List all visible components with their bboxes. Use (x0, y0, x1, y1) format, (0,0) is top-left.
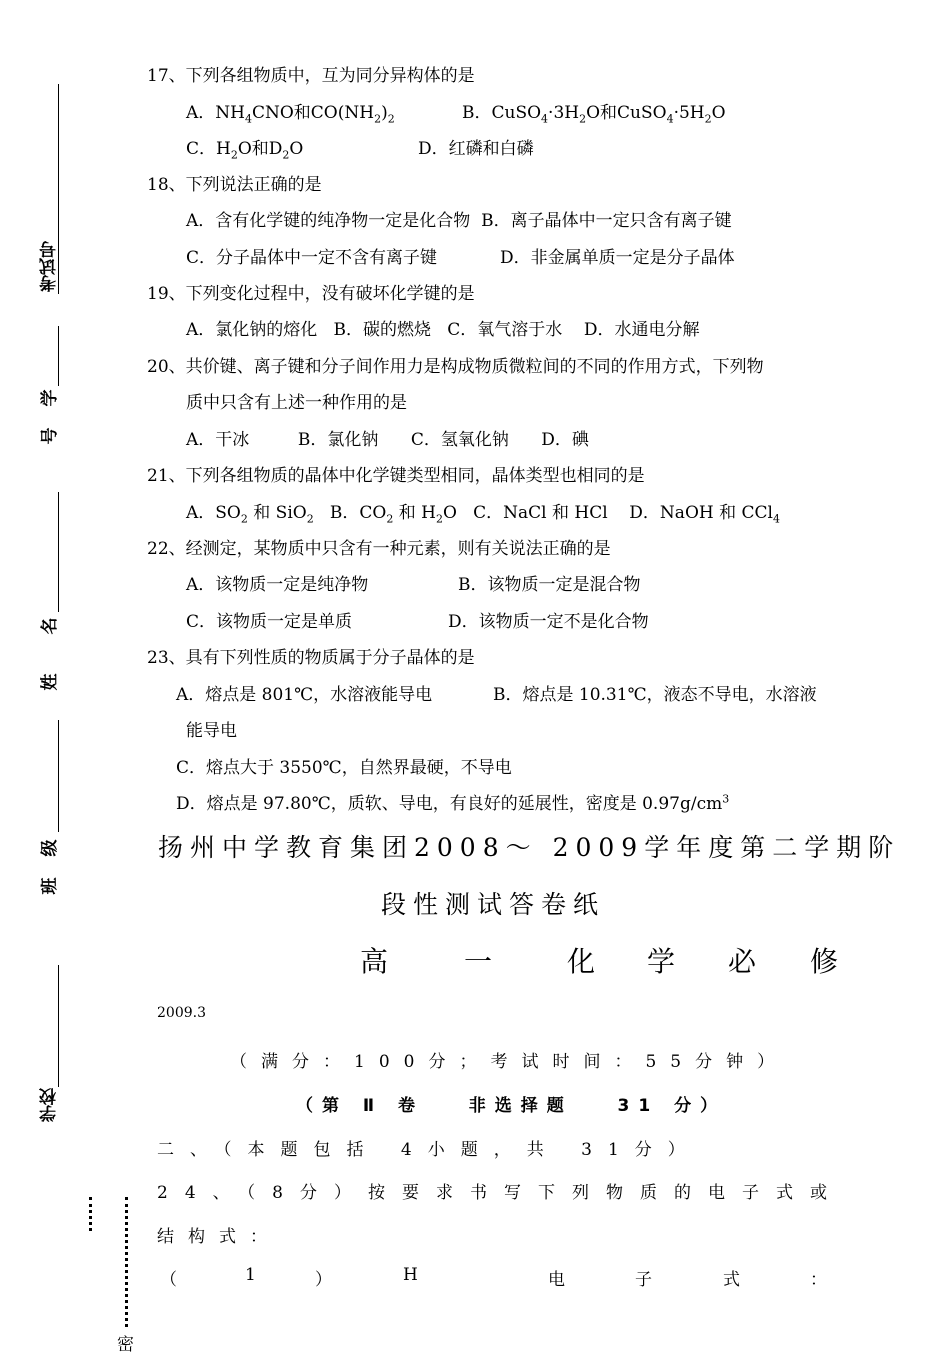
label-class: 级 班 (40, 839, 60, 895)
q24-sub1-part: 1 (245, 1265, 256, 1285)
q24-sub1-part: ） (315, 1270, 332, 1290)
q17-option-c: C．$H_2O$和$D_2O$ (186, 139, 304, 162)
label-school: 学校 (40, 1088, 60, 1122)
subject-char: 学 (647, 945, 676, 978)
q20-stem-line2: 质中只含有上述一种作用的是 (186, 393, 407, 413)
answer-sheet-title-line1: 扬州中学教育集团2008～ 2009学年度第二学期阶 (158, 833, 901, 862)
q23-stem: 23、具有下列性质的物质属于分子晶体的是 (147, 648, 475, 668)
q22-option-c: C．该物质一定是单质 (186, 612, 353, 632)
q23-option-c: C．熔点大于 3550℃，自然界最硬，不导电 (176, 758, 512, 778)
blank-line-name[interactable] (58, 492, 59, 612)
q20-options: A．干冰 B．氯化钠 C．氢氧化钠 D．碘 (186, 430, 589, 450)
label-exam-no: 考试号 (40, 241, 60, 292)
q24-sub1-part: H (403, 1265, 418, 1285)
subject-title (360, 940, 850, 978)
q23-option-d: D．熔点是 97.80℃，质软、导电，有良好的延展性，密度是 $0.97g/cm^3$ (176, 792, 730, 814)
part-two-heading: 二、（本题包括 4小题，共 31分） (157, 1140, 701, 1160)
q23-option-b-cont: 能导电 (186, 721, 237, 741)
q24-stem-line1: 24、（8分）按要求书写下列物质的电子式或 (157, 1183, 844, 1203)
q17-option-d: D．红磷和白磷 (418, 139, 534, 159)
q24-sub1-part: 子 (635, 1270, 652, 1290)
q24-sub1-part: （ (160, 1270, 177, 1290)
q18-options-ab: A．含有化学键的纯净物一定是化合物 B．离子晶体中一定只含有离子键 (186, 211, 732, 231)
seal-char: 密 (117, 1335, 134, 1355)
q23-option-a: A．熔点是 801℃，水溶液能导电 (176, 685, 433, 705)
q24-sub1-part: 电 (548, 1270, 565, 1290)
exam-info: （满分：100分；考试时间：55分钟） (230, 1052, 789, 1072)
label-student-no: 学 号 (40, 389, 60, 445)
q22-stem: 22、经测定，某物质中只含有一种元素，则有关说法正确的是 (147, 539, 611, 559)
subject-char: 化 (567, 945, 596, 978)
q17-stem: 17、下列各组物质中，互为同分异构体的是 (147, 66, 475, 86)
blank-line-school[interactable] (58, 965, 59, 1087)
q24-stem-line2: 结构式： (157, 1227, 281, 1247)
subject-char: 一 (464, 945, 493, 978)
q21-stem: 21、下列各组物质的晶体中化学键类型相同，晶体类型也相同的是 (147, 466, 645, 486)
q20-stem-line1: 20、共价键、离子键和分子间作用力是构成物质微粒间的不同的作用方式，下列物 (147, 357, 764, 377)
q22-option-d: D．该物质一定不是化合物 (448, 612, 649, 632)
section-heading: （第 Ⅱ 卷 非选择题 31 分） (296, 1096, 727, 1116)
subject-char: 必 (728, 945, 757, 978)
q24-sub1-part: 式 (723, 1270, 740, 1290)
q21-options: A．$SO_2$ 和 SiO$_2$ B．$CO_2$ 和 $H_2O$ C．NaCl 和 HCl D．NaOH 和 CCl$_4$ (186, 503, 780, 526)
blank-line-class[interactable] (58, 720, 59, 832)
subject-char: 高 (360, 945, 389, 978)
q18-stem: 18、下列说法正确的是 (147, 175, 322, 195)
q18-option-d: D．非金属单质一定是分子晶体 (500, 248, 735, 268)
exam-date: 2009.3 (157, 1005, 206, 1021)
blank-line-student-no[interactable] (58, 326, 59, 386)
q17-option-b: B．$CuSO_4\cdot 3H_2O$和$CuSO_4\cdot 5H_2O$ (462, 103, 726, 126)
q19-stem: 19、下列变化过程中，没有破坏化学键的是 (147, 284, 475, 304)
q22-option-a: A．该物质一定是纯净物 (186, 575, 369, 595)
q24-sub1-line (160, 1265, 830, 1289)
q19-options: A．氯化钠的熔化 B．碳的燃烧 C．氧气溶于水 D．水通电分解 (186, 320, 700, 340)
q18-option-c: C．分子晶体中一定不含有离子键 (186, 248, 438, 268)
subject-char: 修 (810, 945, 839, 978)
seal-dotted-line-short (89, 1197, 92, 1231)
q22-option-b: B．该物质一定是混合物 (458, 575, 641, 595)
answer-sheet-title-line2: 段性测试答卷纸 (381, 890, 606, 919)
q17-option-a: A．$NH_4CNO$和$CO(NH_2)_2$ (186, 103, 395, 126)
q24-sub1-part: ： (810, 1270, 827, 1290)
seal-dotted-line-long (125, 1197, 128, 1327)
label-name: 名 姓 (40, 617, 60, 691)
q23-option-b: B．熔点是 10.31℃，液态不导电，水溶液 (493, 685, 817, 705)
